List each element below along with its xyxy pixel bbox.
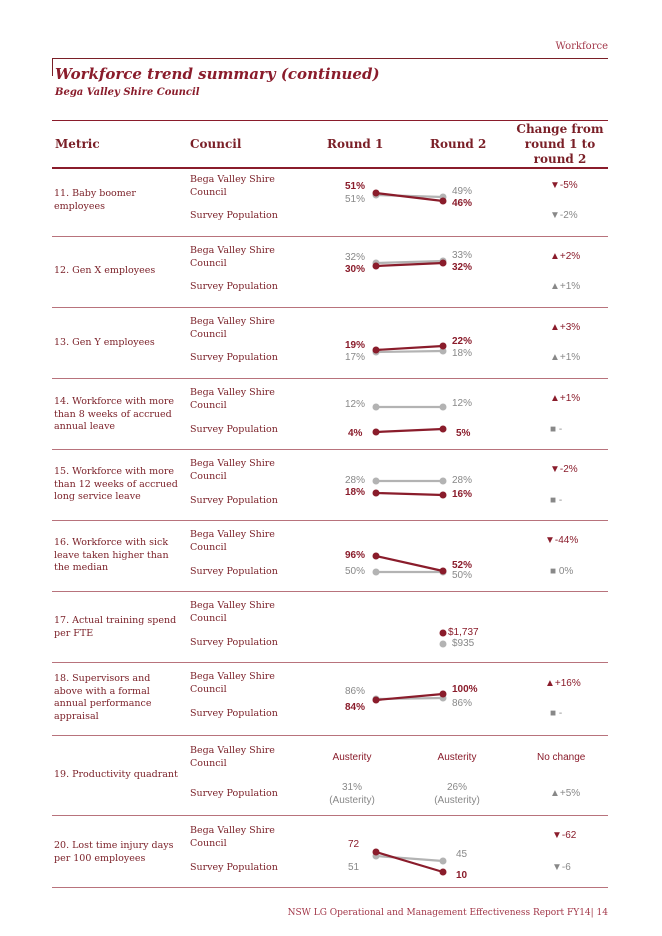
survey-r2: $935	[452, 638, 475, 649]
council-label: Bega Valley Shire Council	[190, 745, 275, 769]
council-label: Bega Valley Shire Council	[190, 825, 275, 849]
row-divider	[52, 449, 608, 450]
survey-r2: 26%	[446, 782, 467, 793]
survey-change: ■ -	[550, 708, 563, 719]
council-r1: Austerity	[332, 752, 372, 763]
row-16-lines	[373, 553, 447, 576]
row-divider	[52, 378, 608, 379]
survey-r1: 32%	[345, 252, 366, 263]
survey-r1: 31%	[341, 782, 362, 793]
council-r1: 4%	[348, 428, 363, 439]
council-r2: 32%	[452, 262, 473, 273]
council-r2: 22%	[452, 336, 473, 347]
row-divider	[52, 236, 608, 237]
row-divider	[52, 591, 608, 592]
metric-label: 20. Lost time injury days per 100 employees	[54, 840, 174, 864]
council-r2: 10	[456, 870, 468, 881]
survey-change: ■ -	[550, 495, 563, 506]
metric-label: 12. Gen X employees	[54, 265, 156, 276]
row-12-lines	[373, 258, 447, 270]
metric-label: 13. Gen Y employees	[54, 337, 155, 348]
survey-change: ■ -	[550, 424, 563, 435]
left-tick	[52, 58, 53, 76]
survey-r1: 28%	[345, 475, 366, 486]
metric-label: 19. Productivity quadrant	[54, 769, 178, 780]
footer: NSW LG Operational and Management Effectiveness Report FY14| 14	[287, 908, 608, 918]
table-top-rule	[52, 120, 608, 121]
survey-label: Survey Population	[190, 424, 278, 435]
council-change: ▼-44%	[545, 535, 579, 546]
council-r1: 51%	[345, 181, 366, 192]
section-label: Workforce	[555, 41, 608, 52]
col-change: Change from round 1 to round 2	[516, 122, 604, 166]
col-round1: Round 1	[327, 137, 384, 151]
survey-r2: 45	[456, 849, 468, 860]
council-r2: 16%	[452, 489, 473, 500]
metric-label: 17. Actual training spend per FTE	[54, 615, 177, 639]
survey-r2: 49%	[452, 186, 473, 197]
metric-label: 18. Supervisors and above with a formal annual performance appraisal	[54, 673, 152, 722]
col-round2: Round 2	[430, 137, 487, 151]
survey-r1: 86%	[345, 686, 366, 697]
survey-r2: 33%	[452, 250, 473, 261]
survey-label: Survey Population	[190, 788, 278, 799]
header-rule	[52, 167, 608, 169]
page-title: Workforce trend summary (continued)	[55, 65, 380, 83]
council-r2: 5%	[456, 428, 471, 439]
survey-label: Survey Population	[190, 708, 278, 719]
council-label: Bega Valley Shire Council	[190, 174, 275, 198]
council-label: Bega Valley Shire Council	[190, 600, 275, 624]
survey-label: Survey Population	[190, 862, 278, 873]
council-change: ▲+1%	[550, 393, 581, 404]
council-r2: 46%	[452, 198, 473, 209]
council-r1: 72	[348, 839, 360, 850]
metric-label: 14. Workforce with more than 8 weeks of accrued annual leave	[54, 396, 175, 432]
survey-change: ▼-2%	[550, 210, 578, 221]
survey-r2: 50%	[452, 570, 473, 581]
council-r1: 19%	[345, 340, 366, 351]
council-change: ▲+3%	[550, 322, 581, 333]
council-change: ▼-2%	[550, 464, 578, 475]
survey-change: ▲+5%	[550, 788, 581, 799]
survey-r1: 51%	[345, 194, 366, 205]
council-change: ▼-62	[552, 830, 577, 841]
survey-r1: 12%	[345, 399, 366, 410]
top-rule	[52, 58, 608, 59]
council-r1: 96%	[345, 550, 366, 561]
metric-label: 15. Workforce with more than 12 weeks of accrued long service leave	[54, 466, 178, 502]
survey-label: Survey Population	[190, 281, 278, 292]
row-18-lines	[373, 691, 447, 704]
council-label: Bega Valley Shire Council	[190, 458, 275, 482]
survey-r2-quadrant: (Austerity)	[434, 795, 480, 806]
row-13-lines	[373, 343, 447, 356]
council-r2: Austerity	[437, 752, 477, 763]
survey-label: Survey Population	[190, 210, 278, 221]
council-label: Bega Valley Shire Council	[190, 387, 275, 411]
col-council: Council	[190, 137, 242, 151]
survey-r2: 12%	[452, 398, 473, 409]
col-metric: Metric	[55, 137, 100, 151]
row-20-lines	[373, 849, 447, 876]
row-divider	[52, 520, 608, 521]
council-label: Bega Valley Shire Council	[190, 316, 275, 340]
metric-label: 11. Baby boomer employees	[54, 188, 136, 212]
metric-label: 16. Workforce with sick leave taken higher than the median	[54, 537, 169, 573]
row-15-lines	[373, 478, 447, 499]
survey-r2: 18%	[452, 348, 473, 359]
survey-change: ▼-6	[552, 862, 571, 873]
council-label: Bega Valley Shire Council	[190, 245, 275, 269]
council-r1: 30%	[345, 264, 366, 275]
page-subtitle: Bega Valley Shire Council	[55, 87, 200, 98]
row-divider	[52, 662, 608, 663]
survey-r1: 51	[348, 862, 360, 873]
council-change: No change	[537, 752, 586, 763]
row-14-lines	[373, 404, 447, 436]
council-label: Bega Valley Shire Council	[190, 671, 275, 695]
survey-r1: 17%	[345, 352, 366, 363]
council-change: ▼-5%	[550, 180, 578, 191]
survey-change: ▲+1%	[550, 281, 581, 292]
council-change: ▲+16%	[545, 678, 581, 689]
council-change: ▲+2%	[550, 251, 581, 262]
survey-r2: 28%	[452, 475, 473, 486]
row-divider	[52, 307, 608, 308]
row-17-dots	[440, 630, 447, 648]
survey-label: Survey Population	[190, 566, 278, 577]
survey-label: Survey Population	[190, 637, 278, 648]
survey-r2: 86%	[452, 698, 473, 709]
survey-r1: 50%	[345, 566, 366, 577]
council-r2: 52%	[452, 560, 473, 571]
council-r1: 84%	[345, 702, 366, 713]
survey-change: ■ 0%	[550, 566, 574, 577]
council-label: Bega Valley Shire Council	[190, 529, 275, 553]
survey-label: Survey Population	[190, 352, 278, 363]
survey-change: ▲+1%	[550, 352, 581, 363]
council-r2: $1,737	[448, 627, 479, 638]
council-r1: 18%	[345, 487, 366, 498]
row-divider	[52, 735, 608, 736]
row-divider	[52, 815, 608, 816]
row-divider	[52, 887, 608, 888]
survey-label: Survey Population	[190, 495, 278, 506]
row-11-lines	[373, 190, 447, 205]
survey-r1-quadrant: (Austerity)	[329, 795, 375, 806]
council-r2: 100%	[452, 684, 478, 695]
